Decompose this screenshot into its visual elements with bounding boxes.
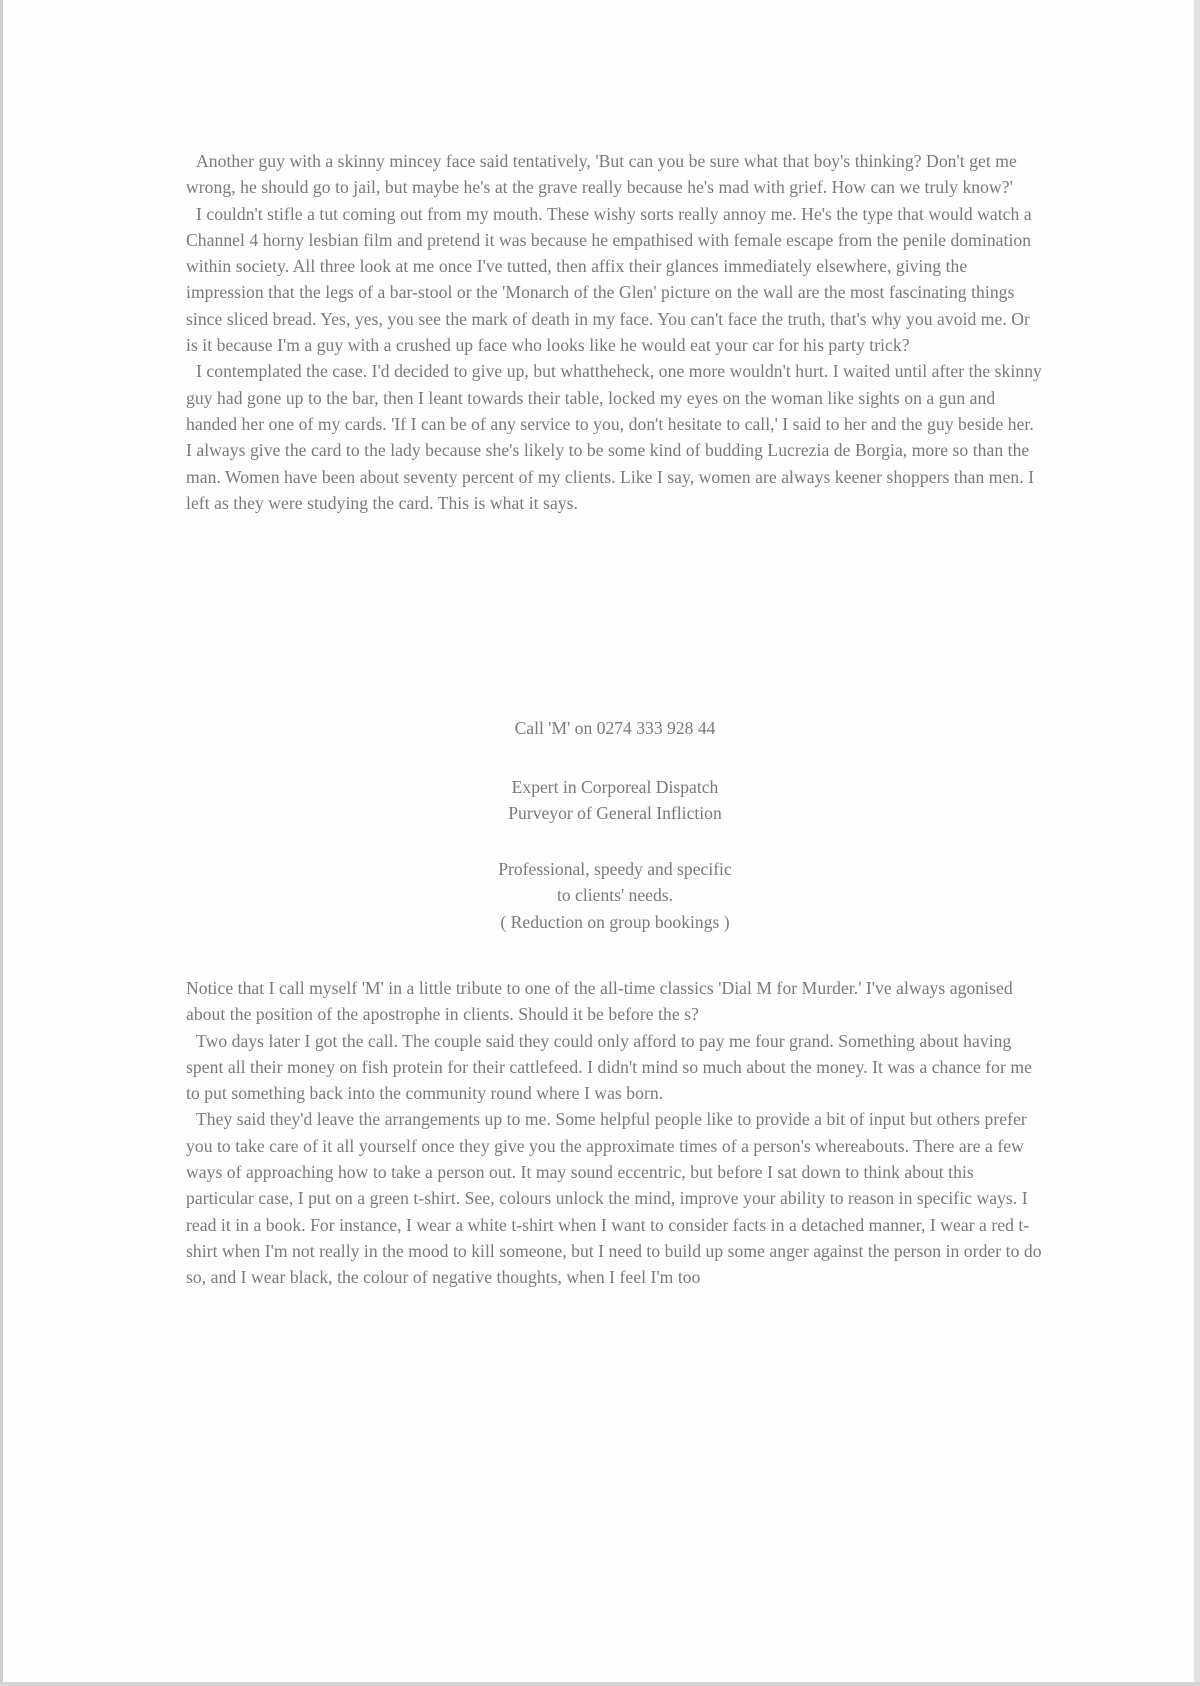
- paragraph: Another guy with a skinny mincey face said tentatively, 'But can you be sure what that boy's thinking? Don't get me wrong, he should go to jail, but maybe he's at the grave really because he's mad with grief. How can we truly know?': [186, 151, 1017, 198]
- card-title-line: Expert in Corporeal Dispatch: [511, 777, 719, 797]
- business-card-phone: [186, 715, 1044, 741]
- card-tagline-line: ( Reduction on group bookings ): [500, 911, 730, 932]
- paragraph: Notice that I call myself 'M' in a little tribute to one of the all-time classics 'Dial M for Murder.' I've always agonised about the position of the apostrophe in clients. Should it be before the s?: [186, 978, 1013, 1025]
- page-bottom-shadow: [0, 1682, 1200, 1686]
- body-text-top: [186, 148, 1044, 516]
- paragraph: I couldn't stifle a tut coming out from my mouth. These wishy sorts really annoy me. He's the type that would watch a Channel 4 horny lesbian film and pretend it was because he empathised with female escape from the penile domination within society. All three look at me once I've tutted, then affix their glances immediately elsewhere, giving the impression that the legs of a bar-stool or the 'Monarch of the Glen' picture on the wall are the most fascinating things since sliced bread. Yes, yes, you see the mark of death in my face. You can't face the truth, that's why you avoid me. Or is it because I'm a guy with a crushed up face who looks like he would eat your car for his party trick?: [186, 203, 1032, 356]
- body-text-bottom: [186, 975, 1044, 1291]
- paragraph: They said they'd leave the arrangements up to me. Some helpful people like to provide a bit of input but others prefer you to take care of it all yourself once they give you the approximate times of a person's whereabouts. There are a few ways of approaching how to take a person out. It may sound eccentric, but before I sat down to think about this particular case, I put on a green t-shirt. See, colours unlock the mind, improve your ability to reason in specific ways. I read it in a book. For instance, I wear a white t-shirt when I want to consider facts in a detached manner, I wear a red t-shirt when I'm not really in the mood to kill someone, but I need to build up some anger against the person in order to do so, and I wear black, the colour of negative thoughts, when I feel I'm too: [186, 1109, 1042, 1288]
- card-title-line: Purveyor of General Infliction: [508, 803, 722, 824]
- paragraph: Two days later I got the call. The couple said they could only afford to pay me four grand. Something about having spent all their money on fish protein for their cattlefeed. I didn't mind so much about the money. It was a chance for me to put something back into the community round where I was born.: [186, 1030, 1032, 1104]
- business-card-tagline: [186, 856, 1044, 935]
- card-tagline-line: to clients' needs.: [556, 885, 674, 906]
- page-edge-shadow: [0, 0, 3, 1686]
- card-tagline-line: Professional, speedy and specific: [498, 859, 732, 879]
- paragraph: I contemplated the case. I'd decided to give up, but whattheheck, one more wouldn't hurt. I waited until after the skinny guy had gone up to the bar, then I leant towards their table, locked my eyes on the woman like sights on a gun and handed her one of my cards. 'If I can be of any service to you, don't hesitate to call,' I said to her and the guy beside her. I always give the card to the lady because she's likely to be some kind of budding Lucrezia de Borgia, more so than the man. Women have been about seventy percent of my clients. Like I say, women are always keener shoppers than men. I left as they were studying the card. This is what it says.: [186, 361, 1042, 513]
- card-phone-line: Call 'M' on 0274 333 928 44: [514, 718, 716, 738]
- business-card-title: [186, 774, 1044, 827]
